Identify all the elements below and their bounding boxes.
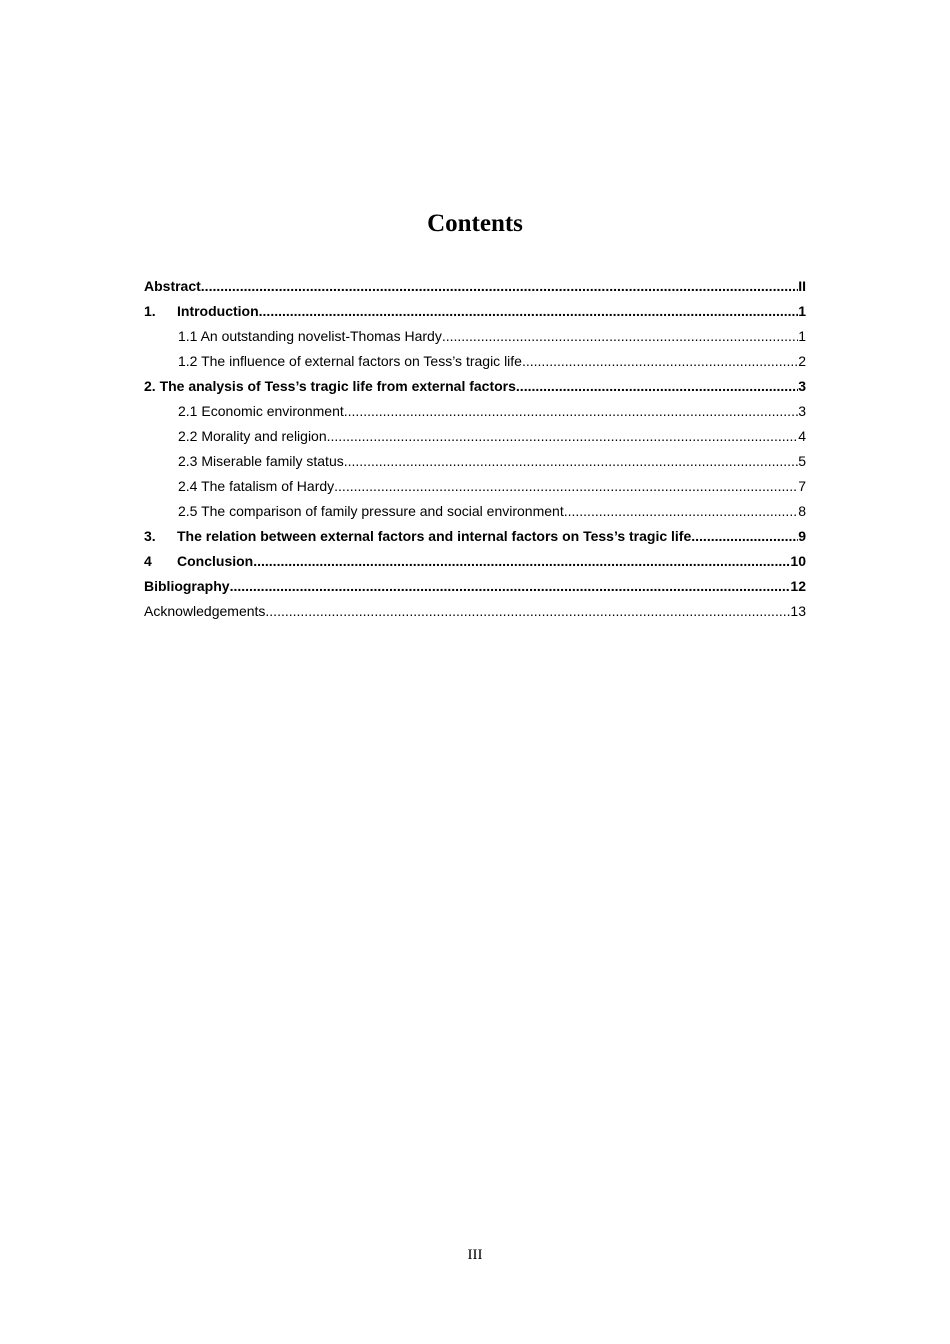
toc-entry-chapter-2[interactable] xyxy=(144,374,806,399)
toc-entry-text: 2.2 Morality and religion xyxy=(178,428,327,444)
toc-dot-leader xyxy=(327,424,799,449)
toc-dot-leader xyxy=(201,274,798,299)
toc-entry-introduction[interactable] xyxy=(144,299,806,324)
toc-dot-leader xyxy=(265,599,790,624)
toc-page-number: 9 xyxy=(798,528,806,544)
toc-entry-text: 2. The analysis of Tess’s tragic life from external factors xyxy=(144,378,516,394)
toc-entry-number: 4 xyxy=(144,553,152,569)
toc-dot-leader xyxy=(259,299,799,324)
toc-entry-text: Abstract xyxy=(144,278,201,294)
toc-entry-1-1[interactable] xyxy=(144,324,806,349)
toc-entry-2-2[interactable] xyxy=(144,424,806,449)
toc-entry-bibliography[interactable] xyxy=(144,574,806,599)
toc-entry-conclusion[interactable] xyxy=(144,549,806,574)
toc-page-number: 12 xyxy=(790,578,806,594)
toc-page-number: 8 xyxy=(798,503,806,519)
toc-entry-number: 1. xyxy=(144,303,156,319)
toc-entry-text: 2.1 Economic environment xyxy=(178,403,344,419)
toc-dot-leader xyxy=(442,324,798,349)
toc-dot-leader xyxy=(344,449,798,474)
toc-entry-text: 1.1 An outstanding novelist-Thomas Hardy xyxy=(178,328,442,344)
toc-page-number: 7 xyxy=(798,478,806,494)
toc-entry-abstract[interactable] xyxy=(144,274,806,299)
page-number: III xyxy=(467,1247,483,1263)
toc-entry-text: Conclusion xyxy=(177,553,254,569)
toc-page-number: 3 xyxy=(798,378,806,394)
toc-page-number: 3 xyxy=(798,403,806,419)
toc-entry-2-5[interactable] xyxy=(144,499,806,524)
toc-entry-2-3[interactable] xyxy=(144,449,806,474)
toc-entry-1-2[interactable] xyxy=(144,349,806,374)
toc-page-number: 2 xyxy=(798,353,806,369)
toc-entry-number: 3. xyxy=(144,528,156,544)
toc-dot-leader xyxy=(516,374,798,399)
toc-entry-text: 2.3 Miserable family status xyxy=(178,453,344,469)
page-title: Contents xyxy=(427,210,523,237)
toc-page-number: 5 xyxy=(798,453,806,469)
toc-entry-text: Bibliography xyxy=(144,578,230,594)
toc-entry-text: The relation between external factors and internal factors on Tess’s tragic life xyxy=(177,528,692,544)
toc-page-number: 1 xyxy=(798,328,806,344)
toc-page-number: 13 xyxy=(790,603,806,619)
toc-dot-leader xyxy=(230,574,791,599)
toc-entry-chapter-3[interactable] xyxy=(144,524,806,549)
toc-entry-text: Acknowledgements xyxy=(144,603,266,619)
toc-entry-text: 2.5 The comparison of family pressure and social environment xyxy=(178,503,564,519)
toc-entry-text: 1.2 The influence of external factors on Tess’s tragic life xyxy=(178,353,522,369)
toc-entry-2-4[interactable] xyxy=(144,474,806,499)
toc-entry-text: Introduction xyxy=(177,303,259,319)
table-of-contents xyxy=(144,274,806,624)
toc-entry-text: 2.4 The fatalism of Hardy xyxy=(178,478,335,494)
toc-dot-leader xyxy=(522,349,798,374)
toc-page-number: 10 xyxy=(790,553,806,569)
toc-page-number: 4 xyxy=(798,428,806,444)
toc-dot-leader xyxy=(691,524,798,549)
toc-dot-leader xyxy=(344,399,798,424)
toc-page-number: 1 xyxy=(798,303,806,319)
toc-dot-leader xyxy=(253,549,790,574)
toc-dot-leader xyxy=(564,499,798,524)
toc-entry-acknowledgements[interactable] xyxy=(144,599,806,624)
toc-dot-leader xyxy=(334,474,798,499)
toc-entry-2-1[interactable] xyxy=(144,399,806,424)
toc-page-number: II xyxy=(798,278,806,294)
